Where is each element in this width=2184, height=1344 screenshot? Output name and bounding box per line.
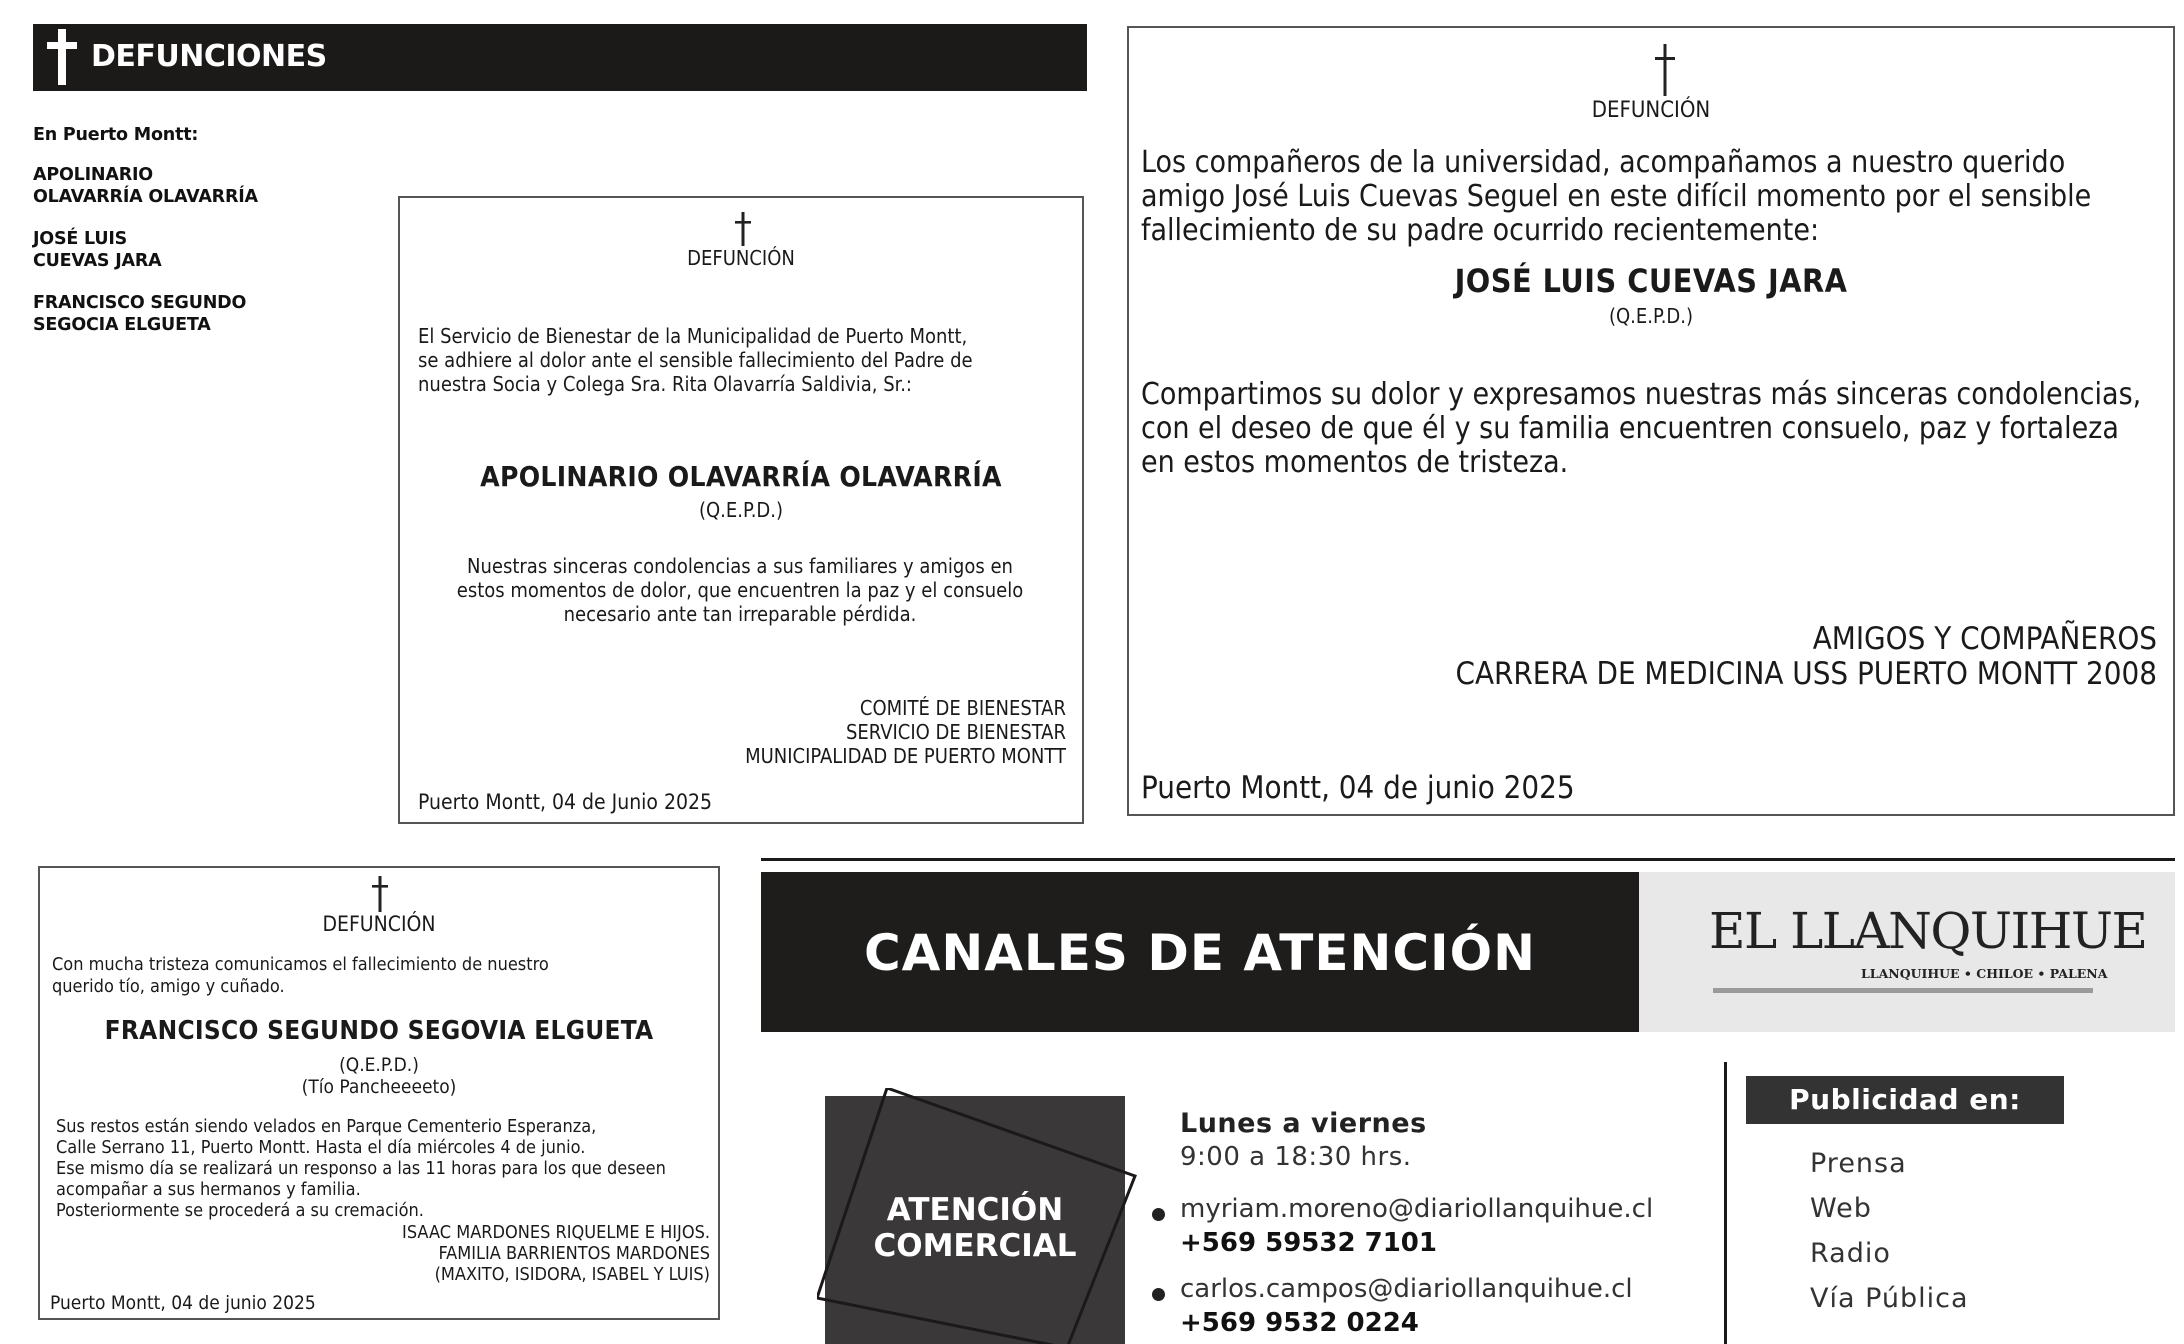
notice-signature: ISAAC MARDONES RIQUELME E HIJOS. FAMILIA BARRIENTOS MARDONES (MAXITO, ISIDORA, ISABEL Y LUIS) xyxy=(402,1222,710,1285)
deaths-list xyxy=(33,124,258,356)
publicidad-item: Vía Pública xyxy=(1810,1283,1969,1314)
qepd-label: (Q.E.P.D.) xyxy=(339,1054,419,1076)
notice-body: Nuestras sinceras condolencias a sus familiares y amigos en estos momentos de dolor, que encuentren la paz y el consuelo necesario ante tan irreparable pérdida. xyxy=(456,554,1024,626)
notice-label: DEFUNCIÓN xyxy=(322,912,436,936)
notice-body: Sus restos están siendo velados en Parque Cementerio Esperanza, Calle Serrano 11, Puerto Montt. Hasta el día miércoles 4 de junio. Ese mismo día se realizará un responso a las 11 horas para los que deseen acompañar a sus hermanos y familia. Posteriormente se procederá a su cremación. xyxy=(56,1116,666,1221)
notice-signature: AMIGOS Y COMPAÑEROS CARRERA DE MEDICINA USS PUERTO MONTT 2008 xyxy=(1455,621,2157,692)
notice-intro: Los compañeros de la universidad, acompañamos a nuestro querido amigo José Luis Cuevas Seguel en este difícil momento por el sensible fallecimiento de su padre ocurrido recientemente: xyxy=(1141,145,2092,248)
cross-icon xyxy=(734,212,752,246)
death-notice-jose-luis xyxy=(1127,26,2175,816)
publicidad-header xyxy=(1746,1076,2064,1124)
hours-label: Lunes a viernes xyxy=(1180,1108,1427,1139)
logo-name: EL LLANQUIHUE xyxy=(1709,902,2147,960)
death-notice-francisco xyxy=(38,866,720,1320)
cross-icon xyxy=(1654,44,1676,96)
notice-intro: El Servicio de Bienestar de la Municipalidad de Puerto Montt, se adhiere al dolor ante el sensible fallecimiento del Padre de nuestra Socia y Colega Sra. Rita Olavarría Saldivia, Sr.: xyxy=(418,324,973,396)
deceased-name: JOSÉ LUIS CUEVAS JARA xyxy=(1454,262,1848,300)
section-title: DEFUNCIONES xyxy=(91,39,327,74)
divider xyxy=(1724,1062,1727,1344)
contact-email[interactable]: carlos.campos@diariollanquihue.cl xyxy=(1180,1274,1633,1304)
notice-signature: COMITÉ DE BIENESTAR SERVICIO DE BIENESTAR MUNICIPALIDAD DE PUERTO MONTT xyxy=(745,696,1066,768)
publicidad-item: Web xyxy=(1810,1193,1872,1224)
notice-date: Puerto Montt, 04 de Junio 2025 xyxy=(418,790,713,814)
cross-icon xyxy=(371,876,389,912)
qepd-label: (Q.E.P.D.) xyxy=(698,498,783,522)
notice-date: Puerto Montt, 04 de junio 2025 xyxy=(1141,770,1575,806)
death-notice-apolinario xyxy=(398,196,1084,824)
notice-label: DEFUNCIÓN xyxy=(687,246,795,270)
list-item: FRANCISCO SEGUNDO SEGOCIA ELGUETA xyxy=(33,293,247,335)
newspaper-logo xyxy=(1639,872,2175,1032)
deceased-name: FRANCISCO SEGUNDO SEGOVIA ELGUETA xyxy=(104,1016,654,1046)
cross-icon xyxy=(47,29,77,85)
list-item: APOLINARIO OLAVARRÍA OLAVARRÍA xyxy=(33,165,258,207)
contact-phone[interactable]: +569 59532 7101 xyxy=(1180,1228,1437,1258)
deceased-name: APOLINARIO OLAVARRÍA OLAVARRÍA xyxy=(480,460,1002,493)
notice-intro: Con mucha tristeza comunicamos el fallecimiento de nuestro querido tío, amigo y cuñado. xyxy=(52,954,549,997)
nickname: (Tío Pancheeeeto) xyxy=(301,1076,457,1098)
divider xyxy=(761,858,2175,861)
list-item: JOSÉ LUIS CUEVAS JARA xyxy=(33,229,162,271)
publicidad-label: Publicidad en: xyxy=(1789,1083,2021,1116)
qepd-label: (Q.E.P.D.) xyxy=(1608,304,1693,328)
section-header xyxy=(33,24,1087,91)
bullet-icon xyxy=(1152,1288,1165,1301)
ad-title: CANALES DE ATENCIÓN xyxy=(863,924,1536,982)
hours-value: 9:00 a 18:30 hrs. xyxy=(1180,1142,1412,1172)
logo-tagline: LLANQUIHUE • CHILOE • PALENA xyxy=(1861,966,2108,981)
notice-label: DEFUNCIÓN xyxy=(1591,98,1711,123)
contact-phone[interactable]: +569 9532 0224 xyxy=(1180,1308,1419,1338)
contact-email[interactable]: myriam.moreno@diariollanquihue.cl xyxy=(1180,1194,1654,1224)
ad-banner xyxy=(761,872,1639,1032)
notice-date: Puerto Montt, 04 de junio 2025 xyxy=(50,1292,316,1314)
atencion-label: ATENCIÓN COMERCIAL xyxy=(873,1192,1077,1264)
logo-underline xyxy=(1713,988,2093,993)
bullet-icon xyxy=(1152,1208,1165,1221)
list-location: En Puerto Montt: xyxy=(33,125,199,145)
notice-body: Compartimos su dolor y expresamos nuestras más sinceras condolencias, con el deseo de que él y su familia encuentren consuelo, paz y fortaleza en estos momentos de tristeza. xyxy=(1141,377,2142,480)
publicidad-item: Radio xyxy=(1810,1238,1891,1269)
publicidad-item: Prensa xyxy=(1810,1148,1907,1179)
